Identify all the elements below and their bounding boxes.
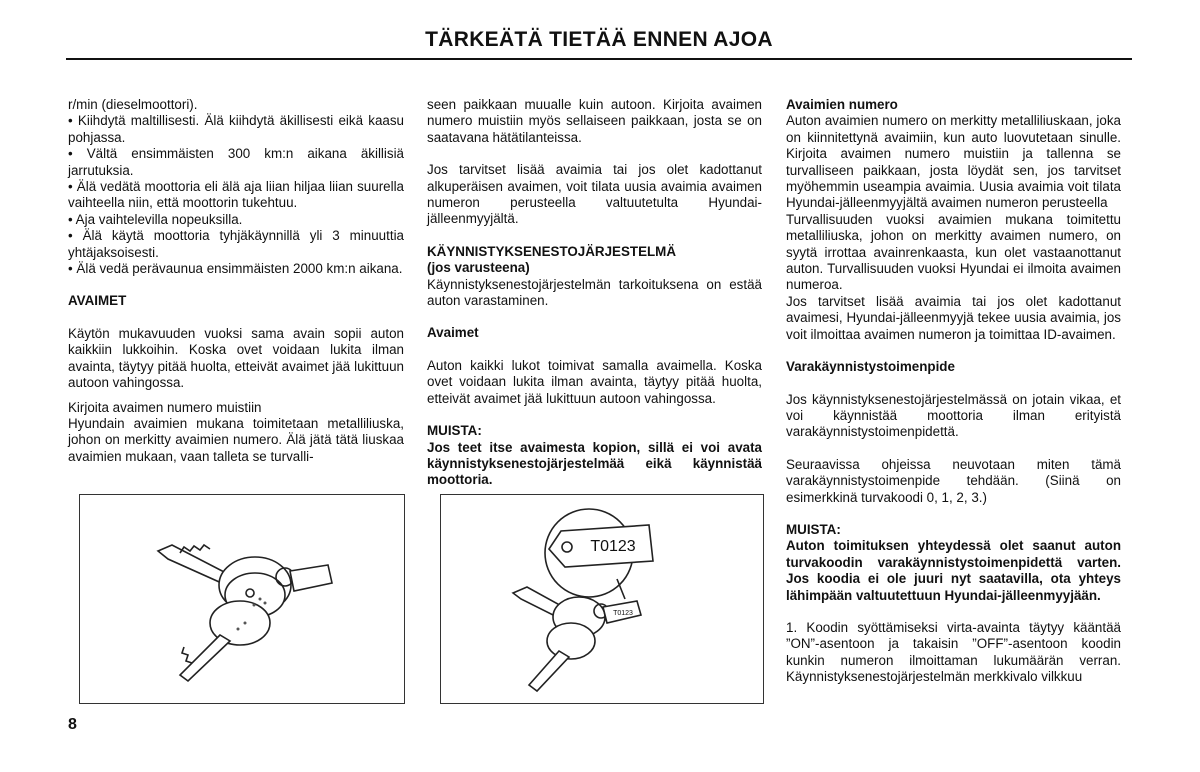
column-1 [68,97,404,465]
paragraph: seen paikkaan muualle kuin autoon. Kirjoita avaimen numero muistiin myös sellaiseen paikkaan, josta se on saatavana hätätilanteissa. [427,97,762,145]
bullet-item: • Älä käytä moottoria tyhjäkäynnillä yli 3 minuuttia yhtäjaksoisesti. [68,228,404,260]
note-text: Auton toimituksen yhteydessä olet saanut auton turvakoodin varakäynnistystoimenpidettä varten. Jos koodia ei ole juuri nyt saatavilla, ota yhteys lähimpään valtuutettuun Hyundai-jälleenmyyjään. [786,538,1121,603]
paragraph: Seuraavissa ohjeissa neuvotaan miten tämä varakäynnistystoimenpide tehdään. (Siinä on esimerkkinä turvakoodi 0, 1, 2, 3.) [786,456,1121,505]
bullet-item: • Aja vaihtelevilla nopeuksilla. [68,211,243,227]
paragraph: Käynnistyksenestojärjestelmän tarkoituksena on estää auton varastaminen. [427,276,762,309]
tag-number-small: T0123 [613,610,633,617]
bullet-item: • Älä vedä perävaunua ensimmäisten 2000 km:n aikana. [68,261,403,277]
paragraph: Jos tarvitset lisää avaimia tai jos olet kadottanut alkuperäisen avaimen, voit tilata uusia avaimia avaimen numeron perusteella valtuutetulta Hyundai-jälleenmyyjältä. [427,162,762,227]
section-heading: KÄYNNISTYKSENESTOJÄRJESTELMÄ [427,243,677,259]
page-header [66,26,1132,60]
paragraph: Jos käynnistyksenestojärjestelmässä on jotain vikaa, et voi käynnistää moottoria ilman erityistä varakäynnistystoimenpidettä. [786,391,1121,440]
paragraph: Käytön mukavuuden vuoksi sama avain sopii auton kaikkiin lukkoihin. Koska ovet voidaan lukita ilman avainta, täytyy pitää huolta, etteivät avaimet jää lukittuun autoon vahingossa. [68,325,404,391]
tag-number-large: T0123 [590,538,636,555]
key-number-illustration [440,494,764,704]
keys-drawing [80,495,404,703]
section-heading: AVAIMET [68,293,127,309]
bullet-item: • Kiihdytä maltillisesti. Älä kiihdytä äkillisesti eikä kaasu pohjassa. [68,113,404,145]
page-number: 8 [68,716,77,733]
key-number-drawing [441,495,763,703]
paragraph: Jos tarvitset lisää avaimia tai jos olet kadottanut avaimesi, Hyundai-jälleenmyyjä tekee uusia avaimia, jos voit ilmoittaa avaimen numeron ja toimittaa ID-avaimen. [786,293,1121,342]
subheading: Varakäynnistystoimenpide [786,359,955,375]
keys-illustration [79,494,405,704]
paragraph: 1. Koodin syöttämiseksi virta-avainta täytyy kääntää ”ON”-asentoon ja takaisin ”OFF”-asentoon koodin kunkin numeron ilmoittaman lukumäärän verran. Käynnistyksenestojärjestelmän merkkivalo vilkkuu [786,619,1121,685]
column-2 [427,97,762,489]
column-3 [786,97,1121,686]
section-subheading: (jos varusteena) [427,260,530,276]
note-label: MUISTA: [786,521,841,537]
page-title: TÄRKEÄTÄ TIETÄÄ ENNEN AJOA [425,28,773,51]
note-label: MUISTA: [427,423,482,439]
paragraph: r/min (dieselmoottori). [68,97,198,112]
subheading: Avaimet [427,325,479,341]
note-text: Jos teet itse avaimesta kopion, sillä ei voi avata käynnistyksenestojärjestelmää eikä käynnistää moottoria. [427,439,762,488]
bullet-item: • Vältä ensimmäisten 300 km:n aikana äkillisiä jarrutuksia. [68,146,404,178]
paragraph: Hyundain avaimien mukana toimitetaan metalliliuska, johon on merkitty avaimien numero. Älä jätä tätä liuskaa avaimien mukaan, vaan talleta se turvalli- [68,415,404,464]
paragraph: Turvallisuuden vuoksi avaimien mukana toimitettu metalliliuska, johon on merkitty avaimen numero, on syytä irrottaa avainrenkaasta, kun olet vastaanottanut auton. Turvallisuuden vuoksi Hyundai ei ilmoita avaimen numeroa. [786,211,1121,293]
paragraph: Auton avaimien numero on merkitty metalliliuskaan, joka on kiinnitettynä avaimiin, kun auto luovutetaan sinulle. Kirjoita avaimen numero muistiin ja tallenna se turvalliseen paikkaan, josta löydät sen, jos tarvitset myöhemmin useampia avaimia. Uusia avaimia voit tilata Hyundai-jälleenmyyjältä avaimen numeron perusteella [786,113,1121,211]
subheading: Kirjoita avaimen numero muistiin [68,399,262,415]
subheading: Avaimien numero [786,97,898,112]
paragraph: Auton kaikki lukot toimivat samalla avaimella. Koska ovet voidaan lukita ilman avainta, täytyy pitää huolta, etteivät avaimet jää lukittuun autoon vahingossa. [427,357,762,406]
bullet-item: • Älä vedätä moottoria eli älä aja liian hiljaa liian suurella vaihteella niin, että moottorin tukehtuu. [68,179,404,211]
